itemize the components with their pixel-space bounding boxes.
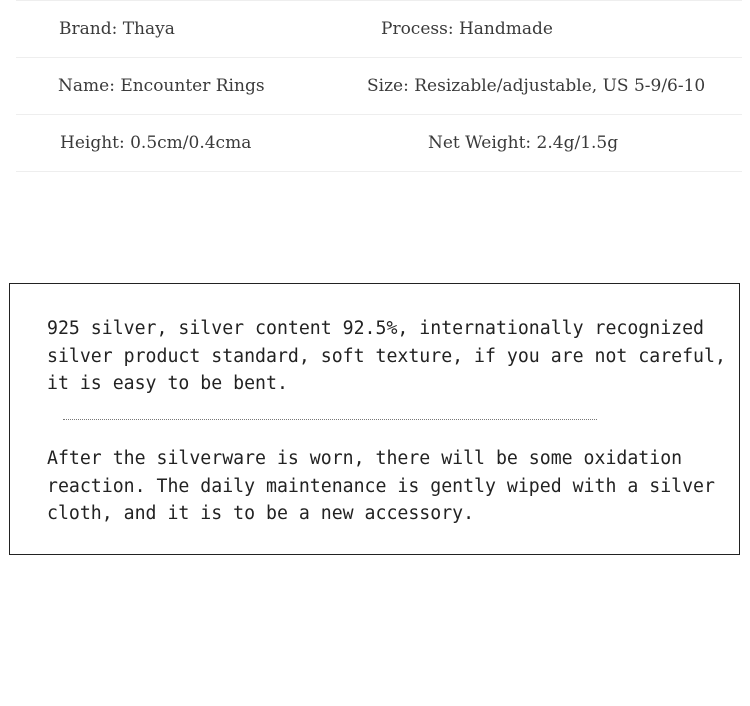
spec-size: Size: Resizable/adjustable, US 5-9/6-10: [367, 76, 706, 96]
spec-height: Height: 0.5cm/0.4cma: [60, 133, 252, 153]
maintenance-paragraph: After the silverware is worn, there will be some oxidation reaction. The daily maintenance is gently wiped with a silver cloth, and it is to be a new accessory.: [47, 448, 715, 524]
dotted-divider: [63, 419, 597, 420]
spec-row: [16, 57, 742, 114]
spec-row: [16, 114, 742, 172]
spec-name: Name: Encounter Rings: [58, 76, 265, 96]
care-notice-box: [9, 283, 740, 555]
spec-row: [16, 0, 742, 57]
spec-net-weight: Net Weight: 2.4g/1.5g: [428, 133, 619, 153]
product-specs-table: [16, 0, 742, 172]
spec-process: Process: Handmade: [381, 19, 553, 39]
spec-brand: Brand: Thaya: [59, 19, 175, 39]
silver-content-paragraph: 925 silver, silver content 92.5%, internationally recognized silver product standard, soft texture, if you are not careful, it is easy to be bent.: [47, 318, 726, 394]
